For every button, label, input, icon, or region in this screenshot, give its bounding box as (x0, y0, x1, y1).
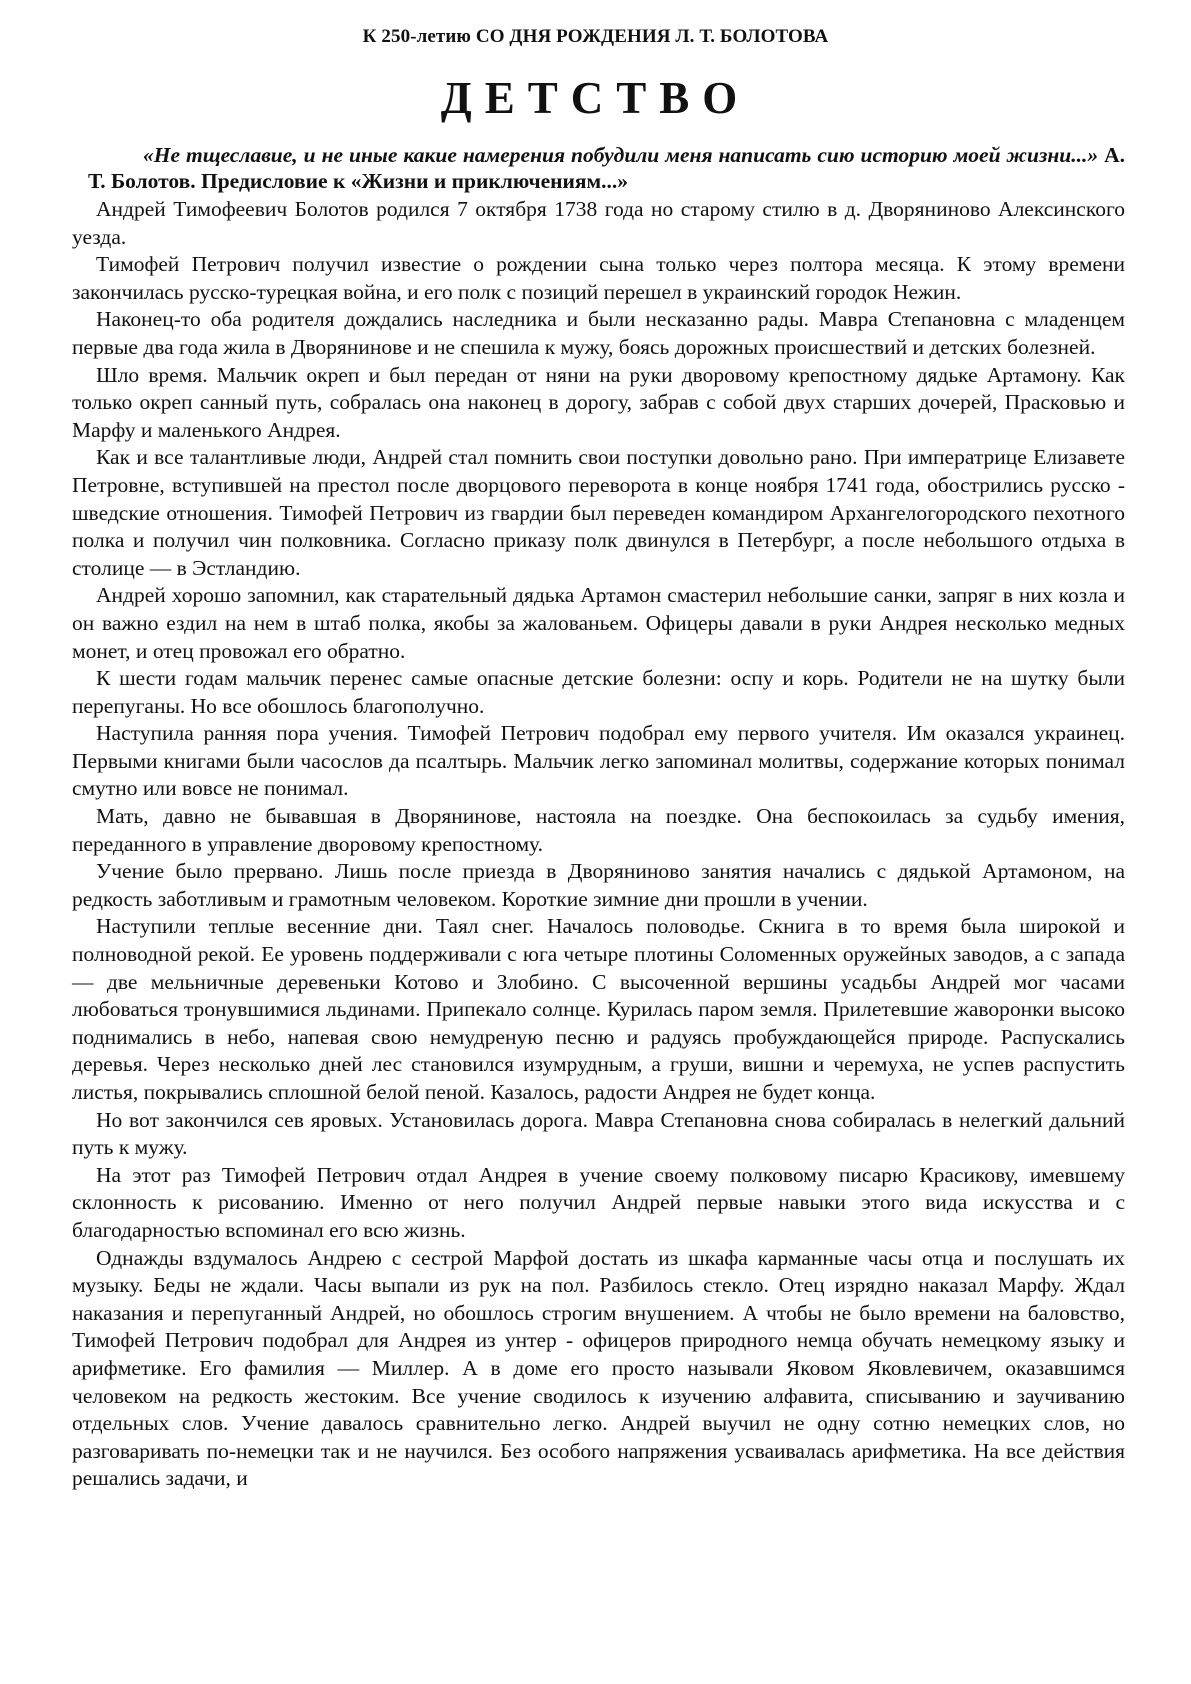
paragraph: На этот раз Тимофей Петрович отдал Андрея в учение своему полковому писарю Красикову, имевшему склонность к рисованию. Именно от него получил Андрей первые навыки этого вида искусства и с благодарностью вспоминал его всю жизнь. (72, 1162, 1125, 1242)
paragraph: Тимофей Петрович получил известие о рождении сына только через полтора месяца. К этому времени закончилась русско-турецкая война, и его полк с позиций перешел в украинский городок Нежин. (72, 252, 1125, 304)
paragraph: Шло время. Мальчик окреп и был передан от няни на руки дворовому крепостному дядьке Артамону. Как только окреп санный путь, собралась она наконец в дорогу, забрав с собой двух старших дочерей, Прасковью и Марфу и маленького Андрея. (72, 362, 1125, 442)
paragraph: Наступили теплые весенние дни. Таял снег. Началось половодье. Скнига в то время была широкой и полноводной рекой. Ее уровень поддерживали с юга четыре плотины Соломенных оружейных заводов, а с запада — две мельничные деревеньки Котово и Злобино. С высоченной вершины усадьбы Андрей мог часами любоваться тронувшимися льдинами. Припекало солнце. Курилась паром земля. Прилетевшие жаворонки высоко поднимались в небо, напевая свою немудреную песню и радуясь пробуждающейся природе. Распускались деревья. Через несколько дней лес становился изумрудным, а груши, вишни и черемуха, не успев распустить листья, покрывались сплошной белой пеной. Казалось, радости Андрея не будет конца. (72, 914, 1125, 1104)
page-title: ДЕТСТВО (440, 73, 751, 123)
paragraph: Наступила ранняя пора учения. Тимофей Петрович подобрал ему первого учителя. Им оказался украинец. Первыми книгами были часослов да псалтырь. Мальчик легко запоминал молитвы, содержание которых понимал смутно или вовсе не понимал. (72, 721, 1125, 801)
paragraph: Как и все талантливые люди, Андрей стал помнить свои поступки довольно рано. При императрице Елизавете Петровне, вступившей на престол после дворцового переворота в конце ноября 1741 года, обострились русско - шведские отношения. Тимофей Петрович из гвардии был переведен командиром Архангелогородского пехотного полка и получил чин полковника. Согласно приказу полк двинулся в Петербург, а после небольшого отдыха в столице — в Эстландию. (72, 445, 1125, 580)
paragraph: К шести годам мальчик перенес самые опасные детские болезни: оспу и корь. Родители не на шутку были перепуганы. Но все обошлось благополучно. (72, 666, 1125, 718)
paragraph: Андрей хорошо запомнил, как старательный дядька Артамон смастерил небольшие санки, запряг в них козла и он важно ездил на нем в штаб полка, якобы за жалованьем. Офицеры давали в руки Андрея несколько медных монет, и отец провожал его обратно. (72, 583, 1125, 663)
paragraph: Мать, давно не бывавшая в Дворянинове, настояла на поездке. Она беспокоилась за судьбу имения, переданного в управление дворовому крепостному. (72, 804, 1125, 856)
paragraph: Андрей Тимофеевич Болотов родился 7 октября 1738 года но старому стилю в д. Дворяниново Алексинского уезда. (72, 197, 1125, 249)
article-body (72, 196, 1125, 1493)
paragraph: Но вот закончился сев яровых. Установилась дорога. Мавра Степановна снова собиралась в нелегкий дальний путь к мужу. (72, 1107, 1125, 1160)
epigraph-attribution: А. Т. Болотов. Предисловие к «Жизни и приключениям...» (88, 143, 1125, 193)
paragraph: Учение было прервано. Лишь после приезда в Дворяниново занятия начались с дядькой Артамоном, на редкость заботливым и грамотным человеком. Короткие зимние дни прошли в учении. (72, 859, 1125, 911)
paragraph: Наконец-то оба родителя дождались наследника и были несказанно рады. Мавра Степановна с младенцем первые два года жила в Дворянинове и не спешила к мужу, боясь дорожных происшествий и детских болезней. (72, 307, 1125, 359)
epigraph (88, 142, 1125, 194)
page-header: К 250-летию СО ДНЯ РОЖДЕНИЯ Л. Т. БОЛОТОВА (362, 26, 829, 47)
paragraph: Однажды вздумалось Андрею с сестрой Марфой достать из шкафа карманные часы отца и послушать их музыку. Беды не ждали. Часы выпали из рук на пол. Разбилось стекло. Отец изрядно наказал Марфу. Ждал наказания и перепуганный Андрей, но обошлось строгим внушением. А чтобы не было времени на баловство, Тимофей Петрович подобрал для Андрея из унтер - офицеров природного немца обучать немецкому языку и арифметике. Его фамилия — Миллер. А в доме его просто называли Яковом Яковлевичем, оказавшимся человеком на редкость жестоким. Все учение сводилось к изучению алфавита, списыванию и заучиванию отдельных слов. Учение давалось сравнительно легко. Андрей выучил не одну сотню немецких слов, но разговаривать по-немецки так и не научился. Без особого напряжения усваивалась арифметика. На все действия решались задачи, и (72, 1245, 1125, 1491)
epigraph-quote: «Не тщеславие, и не иные какие намерения побудили меня написать сию историю моей жизни...» (143, 143, 1099, 167)
